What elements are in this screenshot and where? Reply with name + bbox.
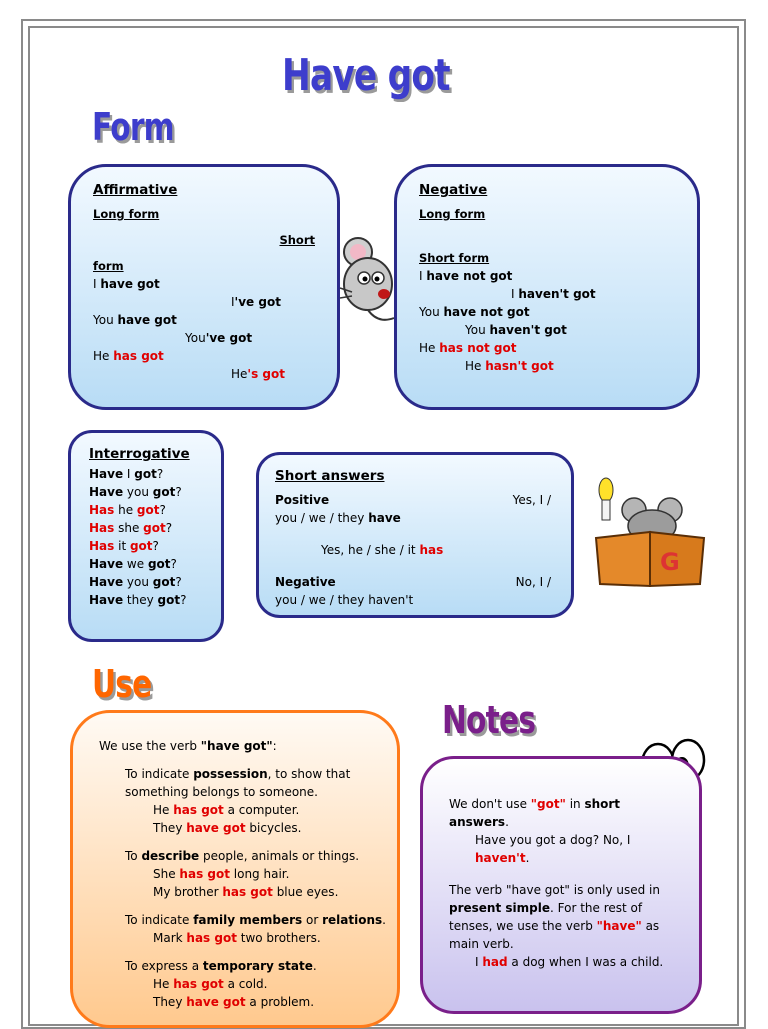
negative-row: I have not got	[419, 269, 513, 283]
negative-box	[394, 164, 700, 410]
page-title: Have got	[282, 50, 450, 101]
note-line: tenses, we use the verb "have" as	[449, 919, 660, 933]
book-candle-illustration	[590, 468, 710, 594]
positive-row: you / we / they have	[275, 511, 401, 525]
note-example: Have you got a dog? No, I	[475, 833, 631, 847]
note-example: haven't.	[475, 851, 530, 865]
use-example: He has got a computer.	[153, 803, 300, 817]
affirmative-long-form-label: Long form	[93, 207, 160, 221]
negative-row: I haven't got	[511, 287, 596, 301]
affirmative-short-label: Short	[279, 233, 315, 247]
use-example: He has got a cold.	[153, 977, 268, 991]
affirmative-row: You have got	[93, 313, 177, 327]
interrogative-row: Has he got?	[89, 503, 166, 517]
use-example: She has got long hair.	[153, 867, 290, 881]
use-point: To indicate possession, to show that	[125, 767, 351, 781]
notes-box	[420, 756, 702, 1014]
svg-text:G: G	[660, 548, 680, 576]
interrogative-row: Have we got?	[89, 557, 177, 571]
use-point: To describe people, animals or things.	[125, 849, 360, 863]
affirmative-row: He has got	[93, 349, 164, 363]
use-example: Mark has got two brothers.	[153, 931, 321, 945]
affirmative-heading: Affirmative	[93, 182, 178, 198]
use-example: They have got a problem.	[153, 995, 315, 1009]
use-example: My brother has got blue eyes.	[153, 885, 339, 899]
positive-row: Positive Yes, I /	[275, 493, 551, 507]
note-line: main verb.	[449, 937, 514, 951]
use-heading: Use	[92, 662, 152, 706]
negative-row: He has not got	[419, 341, 517, 355]
notes-heading: Notes	[442, 698, 536, 742]
affirmative-row: He's got	[231, 367, 285, 381]
affirmative-short-label-cont: form	[93, 259, 124, 273]
short-answers-heading: Short answers	[275, 468, 385, 484]
negative-row: You haven't got	[465, 323, 567, 337]
negative-answer-row: you / we / they haven't	[275, 593, 414, 607]
use-box	[70, 710, 400, 1028]
interrogative-row: Have they got?	[89, 593, 187, 607]
negative-row: You have not got	[419, 305, 530, 319]
affirmative-box	[68, 164, 340, 410]
affirmative-row: I've got	[231, 295, 281, 309]
note-line: present simple. For the rest of	[449, 901, 643, 915]
use-point: To express a temporary state.	[125, 959, 317, 973]
form-heading: Form	[92, 105, 174, 149]
interrogative-box	[68, 430, 224, 642]
interrogative-heading: Interrogative	[89, 446, 190, 462]
note-line: answers.	[449, 815, 509, 829]
note-line: The verb "have got" is only used in	[449, 883, 660, 897]
negative-row: He hasn't got	[465, 359, 554, 373]
negative-answer-row: Negative No, I /	[275, 575, 551, 589]
note-line: We don't use "got" in short	[449, 797, 621, 811]
negative-heading: Negative	[419, 182, 488, 198]
use-point: To indicate family members or relations.	[125, 913, 386, 927]
interrogative-row: Have you got?	[89, 485, 182, 499]
affirmative-row: I have got	[93, 277, 160, 291]
interrogative-row: Have you got?	[89, 575, 182, 589]
use-point: something belongs to someone.	[125, 785, 318, 799]
use-intro: We use the verb "have got":	[99, 739, 277, 753]
interrogative-row: Have I got?	[89, 467, 164, 481]
interrogative-row: Has it got?	[89, 539, 159, 553]
use-example: They have got bicycles.	[153, 821, 302, 835]
short-answers-box	[256, 452, 574, 618]
note-example: I had a dog when I was a child.	[475, 955, 664, 969]
mouse-illustration	[338, 232, 402, 328]
negative-short-form-label: Short form	[419, 251, 490, 265]
affirmative-row: You've got	[185, 331, 253, 345]
negative-long-form-label: Long form	[419, 207, 486, 221]
positive-row: Yes, he / she / it has	[321, 543, 444, 557]
interrogative-row: Has she got?	[89, 521, 173, 535]
